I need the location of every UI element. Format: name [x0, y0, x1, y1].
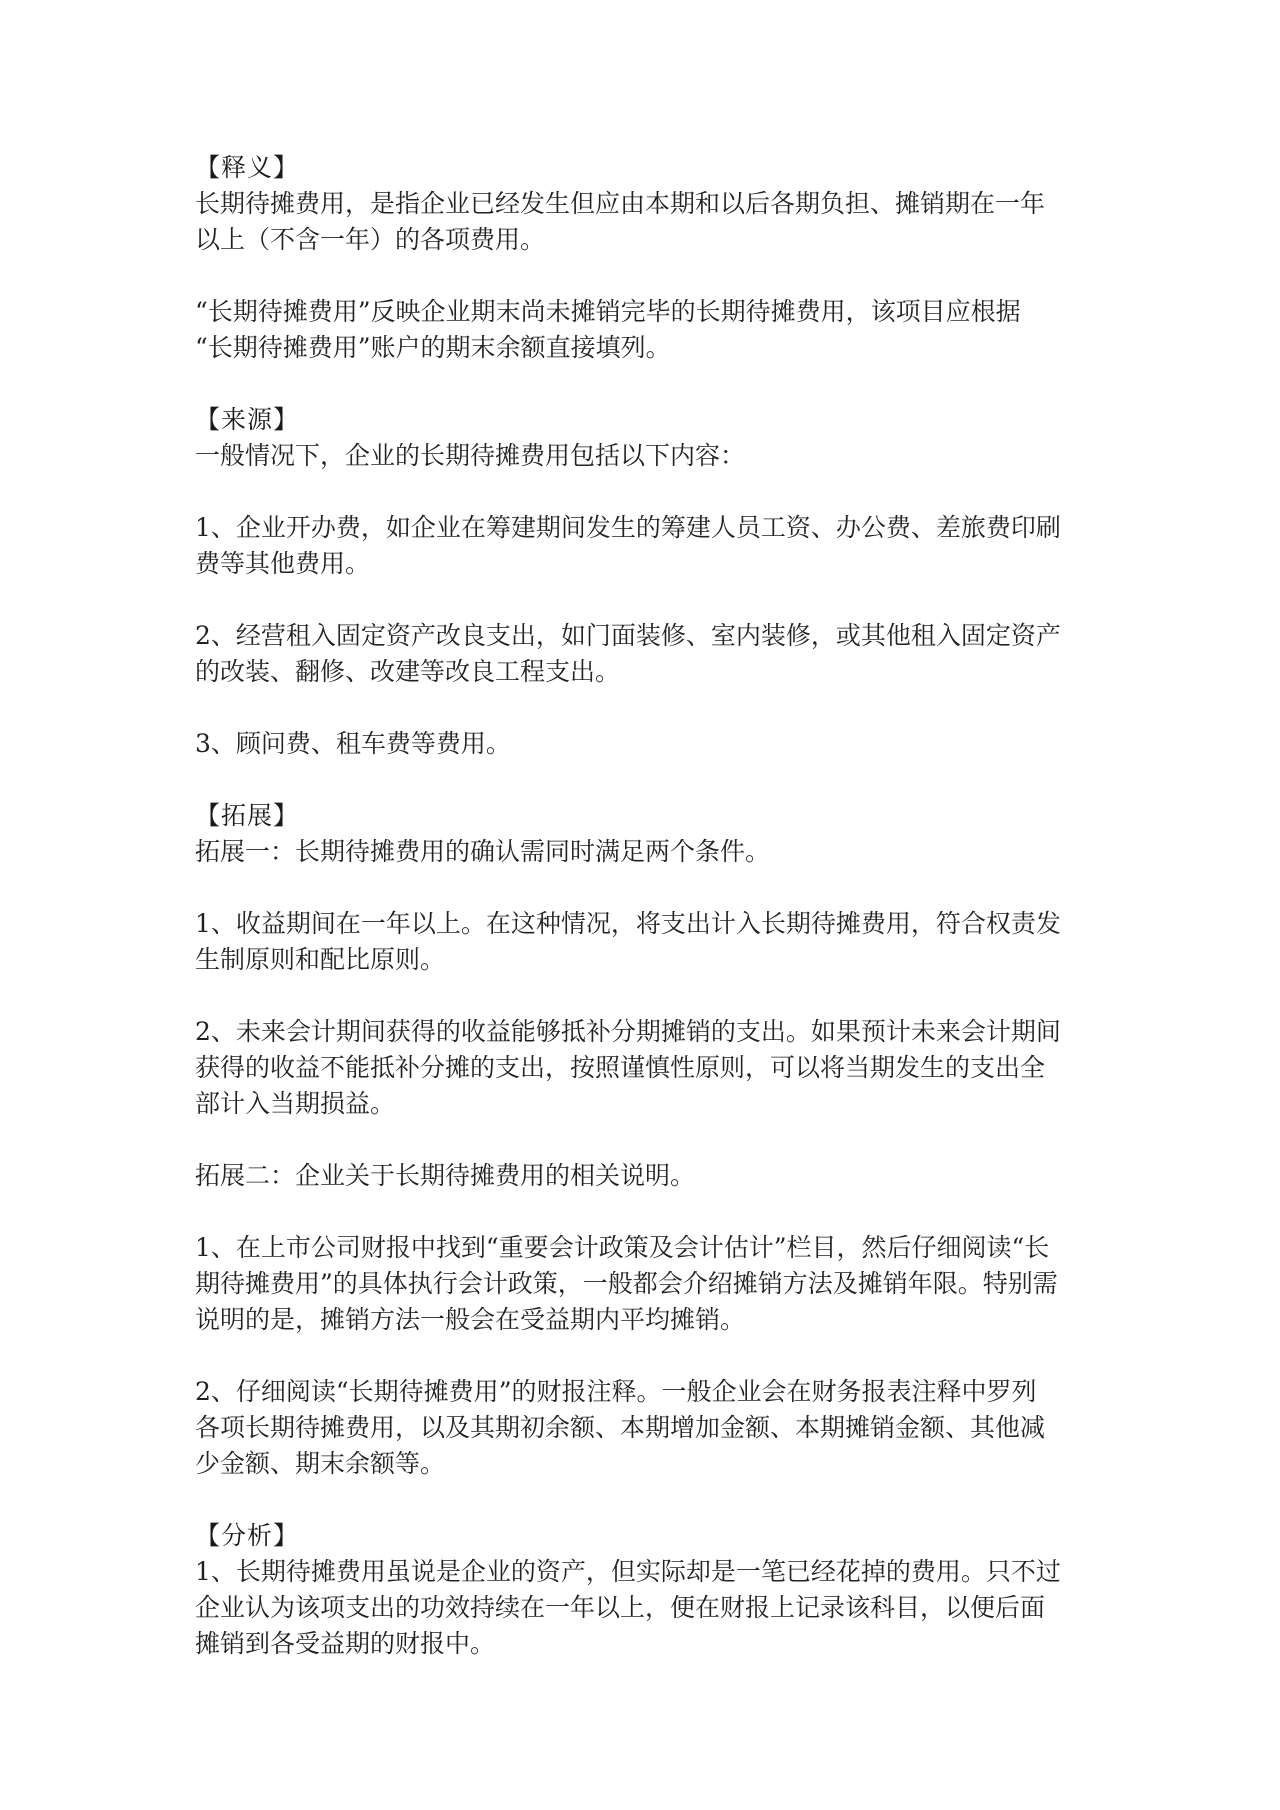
section-heading: 【来源】 — [195, 405, 300, 434]
section-definition — [195, 150, 1095, 366]
paragraph: 拓展一：长期待摊费用的确认需同时满足两个条件。 — [195, 837, 771, 866]
paragraph: 1、长期待摊费用虽说是企业的资产，但实际却是一笔已经花掉的费用。只不过 企业认为该项支出的功效持续在一年以上，便在财报上记录该科目，以便后面 摊销到各受益期的财报中。 — [195, 1557, 1061, 1658]
paragraph: 2、未来会计期间获得的收益能够抵补分期摊销的支出。如果预计未来会计期间 获得的收益不能抵补分摊的支出，按照谨慎性原则，可以将当期发生的支出全 部计入当期损益。 — [195, 1017, 1061, 1118]
paragraph: 2、经营租入固定资产改良支出，如门面装修、室内装修，或其他租入固定资产 的改装、翻修、改建等改良工程支出。 — [195, 621, 1061, 686]
section-extension — [195, 798, 1095, 1482]
section-heading: 【释义】 — [195, 153, 300, 182]
section-analysis — [195, 1518, 1095, 1662]
section-source — [195, 402, 1095, 762]
section-heading: 【拓展】 — [195, 801, 300, 830]
paragraph: 一般情况下，企业的长期待摊费用包括以下内容： — [195, 441, 746, 470]
paragraph: 1、在上市公司财报中找到“重要会计政策及会计估计”栏目，然后仔细阅读“长 期待摊费用”的具体执行会计政策，一般都会介绍摊销方法及摊销年限。特别需 说明的是，摊销方法一般会在受益期内平均摊销。 — [195, 1233, 1058, 1334]
paragraph: 3、顾问费、租车费等费用。 — [195, 729, 511, 758]
section-heading: 【分析】 — [195, 1521, 300, 1550]
paragraph: 长期待摊费用，是指企业已经发生但应由本期和以后各期负担、摊销期在一年 以上（不含一年）的各项费用。 — [195, 189, 1046, 254]
paragraph: 1、收益期间在一年以上。在这种情况，将支出计入长期待摊费用，符合权责发 生制原则和配比原则。 — [195, 909, 1061, 974]
paragraph: 2、仔细阅读“长期待摊费用”的财报注释。一般企业会在财务报表注释中罗列 各项长期待摊费用，以及其期初余额、本期增加金额、本期摊销金额、其他减 少金额、期末余额等。 — [195, 1377, 1046, 1478]
paragraph: 拓展二：企业关于长期待摊费用的相关说明。 — [195, 1161, 696, 1190]
paragraph: “长期待摊费用”反映企业期末尚未摊销完毕的长期待摊费用，该项目应根据 “长期待摊费用”账户的期末余额直接填列。 — [195, 297, 1021, 362]
paragraph: 1、企业开办费，如企业在筹建期间发生的筹建人员工资、办公费、差旅费印刷 费等其他费用。 — [195, 513, 1061, 578]
document-page — [195, 150, 1095, 1698]
